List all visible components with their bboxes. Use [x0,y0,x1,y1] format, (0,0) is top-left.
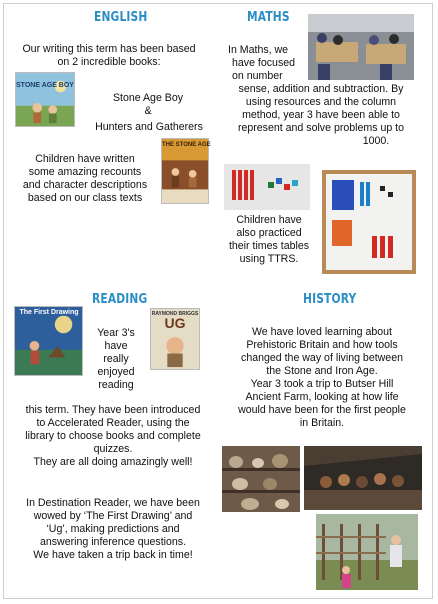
ug-cover-author: RAYMOND BRIGGS [151,311,199,317]
history-body: We have loved learning about Prehistoric Britain and how tools changed the way of living between the Stone and Iron Age. Year 3 took a trip to Butser Hill Ancient Farm, looking at how life would have been for the first people in Britain. [238,326,406,429]
pottery-shelf-photo [222,446,300,512]
ug-cover-title: UG [164,315,186,331]
number-blocks-photo [224,164,310,210]
english-heading: ENGLISH [94,10,148,25]
first-drawing-cover-title: The First Drawing [19,309,79,316]
book-one-title: Stone Age Boy [112,92,184,104]
maths-body-top: In Maths, we have focused on number [228,44,296,82]
stone-age-boy-cover-title: STONE AGE BOY [16,82,74,89]
place-value-photo [322,170,416,274]
ampersand: & [144,105,152,117]
english-recounts: Children have written some amazing recounts and character descriptions based on our class texts [22,153,148,204]
reading-body: this term. They have been introduced to Accelerated Reader, using the library to choose books and complete quizzes. They are all doing amazingly well! [25,404,201,468]
history-heading: HISTORY [303,292,357,307]
maths-heading: MATHS [247,10,290,25]
classroom-photo [308,14,414,80]
farm-visit-photo [316,514,418,590]
stone-age-boy-cover [15,72,75,127]
maths-ttrs: Children have also practiced their times tables using TTRS. [228,214,310,265]
maths-body-bottom: sense, addition and subtraction. By using resources and the column method, year 3 have been able to represent and solve problems up to 1000. [237,83,405,147]
reading-destination: In Destination Reader, we have been wowed by ‘The First Drawing’ and ‘Ug’, making predictions and answering inference questions. We have taken a trip back in time! [26,497,200,561]
roundhouse-interior-photo [304,446,422,510]
reading-lead: Year 3's have really enjoyed reading [97,327,135,391]
english-intro: Our writing this term has been based on 2 incredible books: [22,43,196,68]
book-two-title: Hunters and Gatherers [95,121,203,133]
hunters-gatherers-cover-title: THE STONE AGE [162,142,211,148]
reading-heading: READING [92,292,148,307]
